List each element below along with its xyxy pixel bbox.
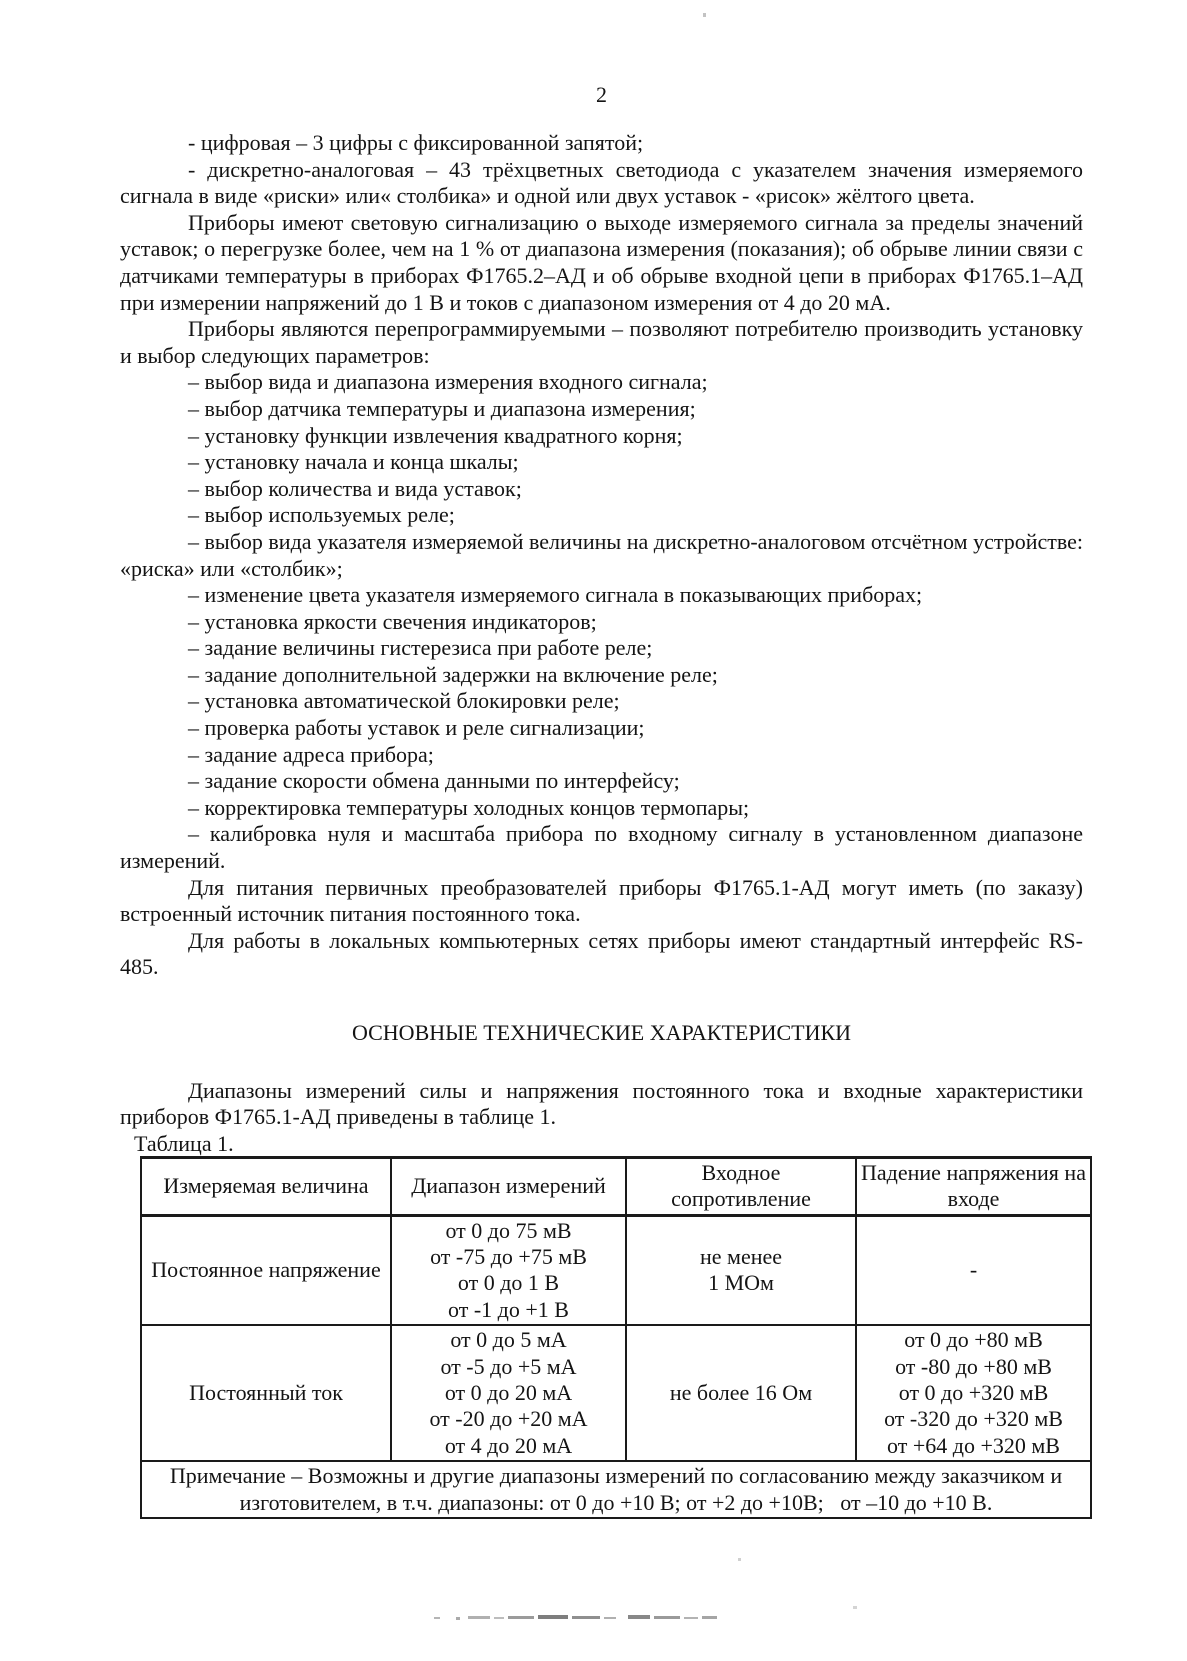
resistance-line: не менее <box>699 1244 783 1269</box>
table-note-row <box>141 1461 1091 1518</box>
display-bullet-discrete-analog: - дискретно-аналоговая – 43 трёхцветных светодиода с указателем значения измеряемого сигнала в виде «риски» или« столбика» и одной или двух уставок - «рисок» жёлтого цвета. <box>120 156 1083 209</box>
page-number: 2 <box>596 82 607 107</box>
scan-artifact <box>702 1616 717 1619</box>
header-measured-quantity: Измеряемая величина <box>141 1157 391 1215</box>
paragraph-table-intro: Диапазоны измерений силы и напряжения постоянного тока и входные характеристики приборов Ф1765.1-АД приведены в таблице 1. <box>120 1077 1083 1130</box>
table-note: Примечание – Возможны и другие диапазоны измерений по согласованию между заказчиком и изготовителем, в т.ч. диапазоны: от 0 до +10 В; от +2 до +10В; от –10 до +10 В. <box>141 1461 1091 1518</box>
resistance-line: не более 16 Ом <box>669 1380 813 1406</box>
scan-artifact <box>508 1616 534 1619</box>
measurement-ranges-table <box>140 1156 1092 1519</box>
parameter-item: – изменение цвета указателя измеряемого сигнала в показывающих приборах; <box>188 582 923 608</box>
scan-artifact <box>738 1558 741 1561</box>
drop-line: от -320 до +320 мВ <box>884 1406 1063 1432</box>
header-measurement-range: Диапазон измерений <box>391 1157 626 1215</box>
technical-characteristics-section <box>120 1020 1086 1519</box>
scan-artifact <box>456 1617 460 1620</box>
drop-line: от 0 до +320 мВ <box>898 1380 1049 1406</box>
paragraph-power-supply: Для питания первичных преобразователей приборы Ф1765.1-АД могут иметь (по заказу) встроенный источник питания постоянного тока. <box>120 874 1083 927</box>
range-line: от 0 до 5 мА <box>450 1327 567 1353</box>
cell-resistance <box>626 1215 856 1325</box>
range-line: от -20 до +20 мА <box>429 1406 588 1432</box>
parameter-item: – выбор используемых реле; <box>188 502 455 528</box>
cell-voltage-drop <box>856 1215 1091 1325</box>
parameter-item: – выбор количества и вида уставок; <box>188 475 522 501</box>
paragraph-signaling: Приборы имеют световую сигнализацию о выходе измеряемого сигнала за пределы значений уставок; о перегрузке более, чем на 1 % от диапазона измерения (показания); об обрыве линии связи с датчиками температуры в приборах Ф1765.2–АД и об обрыве входной цепи в приборах Ф1765.1–АД при измерении напряжений до 1 В и токов с диапазоном измерения от 4 до 20 мА. <box>120 209 1083 315</box>
range-line: от -75 до +75 мВ <box>430 1244 587 1269</box>
table-caption: Таблица 1. <box>134 1130 234 1156</box>
scan-artifact <box>654 1616 680 1619</box>
range-line: от -5 до +5 мА <box>440 1353 577 1379</box>
scan-artifact <box>434 1617 440 1619</box>
scan-artifact <box>853 1606 857 1609</box>
cell-ranges <box>391 1215 626 1325</box>
display-bullet-digital: - цифровая – 3 цифры с фиксированной запятой; <box>188 130 644 155</box>
header-input-resistance: Входное сопротивление <box>626 1157 856 1215</box>
drop-line: от +64 до +320 мВ <box>887 1432 1060 1458</box>
range-line: от 0 до 75 мВ <box>445 1217 572 1243</box>
parameter-item: – установка яркости свечения индикаторов; <box>188 608 597 634</box>
parameter-item: – выбор датчика температуры и диапазона измерения; <box>188 395 696 421</box>
paragraph-rs485: Для работы в локальных компьютерных сетях приборы имеют стандартный интерфейс RS-485. <box>120 927 1083 980</box>
parameter-item: – задание скорости обмена данными по интерфейсу; <box>188 768 680 794</box>
parameter-item: – задание адреса прибора; <box>188 741 434 767</box>
drop-line: - <box>969 1257 978 1283</box>
cell-resistance <box>626 1325 856 1461</box>
parameter-item: – установка автоматической блокировки реле; <box>188 688 620 714</box>
body-text <box>120 130 1083 981</box>
cell-quantity: Постоянный ток <box>141 1325 391 1461</box>
section-heading: ОСНОВНЫЕ ТЕХНИЧЕСКИЕ ХАРАКТЕРИСТИКИ <box>351 1020 852 1045</box>
range-line: от -1 до +1 В <box>448 1296 569 1322</box>
range-line: от 0 до 1 В <box>457 1270 560 1296</box>
parameter-item: – корректировка температуры холодных концов термопары; <box>188 794 750 820</box>
parameter-item: – задание дополнительной задержки на включение реле; <box>188 661 718 687</box>
resistance-line: 1 МОм <box>708 1270 774 1296</box>
table-row-dc-current <box>141 1325 1091 1461</box>
cell-ranges <box>391 1325 626 1461</box>
table-header-row <box>141 1157 1091 1215</box>
cell-voltage-drop <box>856 1325 1091 1461</box>
scan-artifact <box>494 1617 504 1619</box>
scan-artifact <box>468 1616 490 1619</box>
scan-artifact <box>604 1617 616 1619</box>
range-line: от 4 до 20 мА <box>444 1432 573 1458</box>
parameter-item: – проверка работы уставок и реле сигнализации; <box>188 715 645 741</box>
header-voltage-drop: Падение напряжения на входе <box>856 1157 1091 1215</box>
parameters-list <box>120 369 1083 874</box>
drop-line: от 0 до +80 мВ <box>904 1327 1043 1353</box>
scan-artifact <box>684 1617 698 1619</box>
parameter-item: – выбор вида и диапазона измерения входного сигнала; <box>188 369 708 395</box>
cell-quantity: Постоянное напряжение <box>141 1215 391 1325</box>
range-line: от 0 до 20 мА <box>444 1380 573 1406</box>
scan-artifact <box>703 13 706 17</box>
drop-line: от -80 до +80 мВ <box>895 1353 1052 1379</box>
scan-artifact <box>628 1615 650 1619</box>
parameter-item: – задание величины гистерезиса при работе реле; <box>188 635 653 661</box>
paragraph-reprogrammable: Приборы являются перепрограммируемыми – позволяют потребителю производить установку и выбор следующих параметров: <box>120 316 1083 368</box>
parameter-item: – выбор вида указателя измеряемой величины на дискретно-аналоговом отсчётном устройстве: «риска» или «столбик»; <box>120 528 1083 581</box>
table-row-dc-voltage <box>141 1215 1091 1325</box>
parameter-item: – установку функции извлечения квадратного корня; <box>188 422 683 448</box>
parameter-item: – установку начала и конца шкалы; <box>188 449 519 475</box>
scan-artifact <box>538 1615 568 1619</box>
scan-artifact <box>572 1616 600 1619</box>
parameter-item: – калибровка нуля и масштаба прибора по входному сигналу в установленном диапазоне измерений. <box>120 821 1083 874</box>
